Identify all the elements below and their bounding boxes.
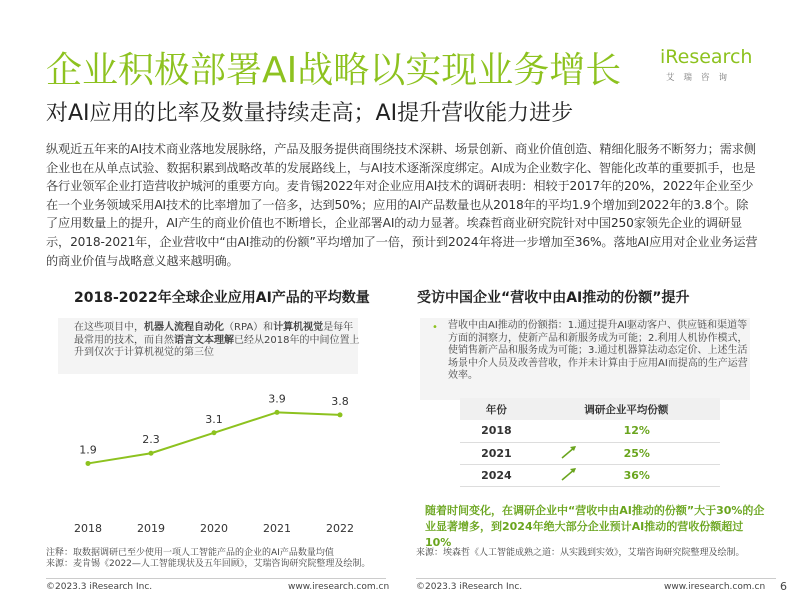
data-point [212, 430, 217, 435]
ai-revenue-share-table [460, 398, 720, 487]
data-point [149, 451, 154, 456]
data-label: 1.9 [79, 443, 97, 457]
right-source: 来源：埃森哲《人工智能成熟之道：从实践到实效》，艾瑞咨询研究院整理及绘制。 [416, 548, 745, 558]
x-tick-label: 2018 [74, 522, 102, 535]
page-subtitle: 对AI应用的比率及数量持续走高；AI提升营收能力进步 [46, 101, 574, 126]
intro-paragraph: 纵观近五年来的AI技术商业落地发展脉络，产品及服务提供商围绕技术深耕、场景创新、商业价值创造、精细化服务不断努力；需求侧企业也在从单点试验、数据积累到战略改革的发展路线上，与AI技术逐渐深度绑定。AI成为企业数字化、智能化改革的重要抓手，也是各行业领军企业打造营收护城河的重要方向。麦肯锡2022年对企业应用AI技术的调研表明：相较于2017年的20%，2022年企业至少在一个业务领域采用AI技术的比率增加了一倍多，达到50%；应用的AI产品数量也从2018年的平均1.9个增加到2022年的3.8个。除了应用数量上的提升，AI产生的商业价值也不断增长，企业部署AI的动力显著。埃森哲商业研究院针对中国250家领先企业的调研显示，2018-2021年，企业营收中“由AI推动的份额”平均增加了一倍，预计到2024年将进一步增加至36%。落地AI应用对企业业务运营的商业价值与战略意义越来越明确。 [46, 142, 758, 268]
data-point [275, 410, 280, 415]
ai-products-line-chart [50, 392, 370, 542]
data-label: 2.3 [142, 433, 160, 447]
left-section-title: 2018-2022年全球企业应用AI产品的平均数量 [74, 290, 370, 306]
footer-url-right: www.iresearch.com.cn [664, 582, 766, 592]
data-label: 3.9 [268, 392, 286, 406]
table-row: 2021 25% [460, 442, 720, 464]
arrow-up-icon [533, 420, 606, 442]
footer-divider-right [416, 578, 776, 579]
x-tick-label: 2019 [137, 522, 165, 535]
data-point [338, 412, 343, 417]
page-title: 企业积极部署AI战略以实现业务增长 [46, 50, 622, 91]
footer-copyright-left: ©2023.3 iResearch Inc. [46, 582, 153, 592]
table-header-share: 调研企业平均份额 [533, 398, 720, 420]
bullet-icon: • [432, 322, 438, 333]
footer-copyright-right: ©2023.3 iResearch Inc. [416, 582, 523, 592]
table-header-year: 年份 [460, 398, 533, 420]
table-row: 2018 12% [460, 420, 720, 442]
footer-divider-left [46, 578, 386, 579]
right-callout-text: 营收中由AI推动的份额指：1.通过提升AI驱动客户、供应链和渠道等方面的洞察力，使新产品和新服务成为可能；2.利用人机协作模式，使销售新产品和服务成为可能；3.通过机器算法动态定价、上述生活场景中介人员及改善营收，作并未计算由于应用AI而提高的生产运营效率。 [448, 320, 748, 382]
left-note: 注释：取数据调研已至少使用一项人工智能产品的企业的AI产品数量均值 来源：麦肯锡《2022—人工智能现状及五年回顾》，艾瑞咨询研究院整理及绘制。 [46, 548, 371, 569]
data-label: 3.1 [205, 412, 223, 426]
x-tick-label: 2020 [200, 522, 228, 535]
right-highlight-text: 随着时间变化，在调研企业中“营收中由AI推动的份额”大于30%的企业显著增多，到2024年绝大部分企业预计AI推动的营收份额超过10% [425, 504, 765, 549]
arrow-up-icon [533, 464, 606, 486]
data-label: 3.8 [331, 394, 349, 408]
data-point [86, 461, 91, 466]
table-row: 2024 36% [460, 464, 720, 486]
logo-sub: 艾瑞咨询 [666, 73, 737, 83]
footer-url-left: www.iresearch.com.cn [288, 582, 390, 592]
logo-brand: iResearch [660, 46, 753, 68]
arrow-up-icon [533, 442, 606, 464]
page-number: 6 [780, 580, 787, 593]
x-tick-label: 2021 [263, 522, 291, 535]
right-section-title: 受访中国企业“营收中由AI推动的份额”提升 [417, 290, 690, 306]
x-tick-label: 2022 [326, 522, 354, 535]
left-callout-text: 在这些项目中，机器人流程自动化（RPA）和计算机视觉是每年最常用的技术，而自然语言文本理解已经从2018年的中间位置上升到仅次于计算机视觉的第三位 [74, 322, 360, 359]
iresearch-logo [660, 46, 760, 86]
